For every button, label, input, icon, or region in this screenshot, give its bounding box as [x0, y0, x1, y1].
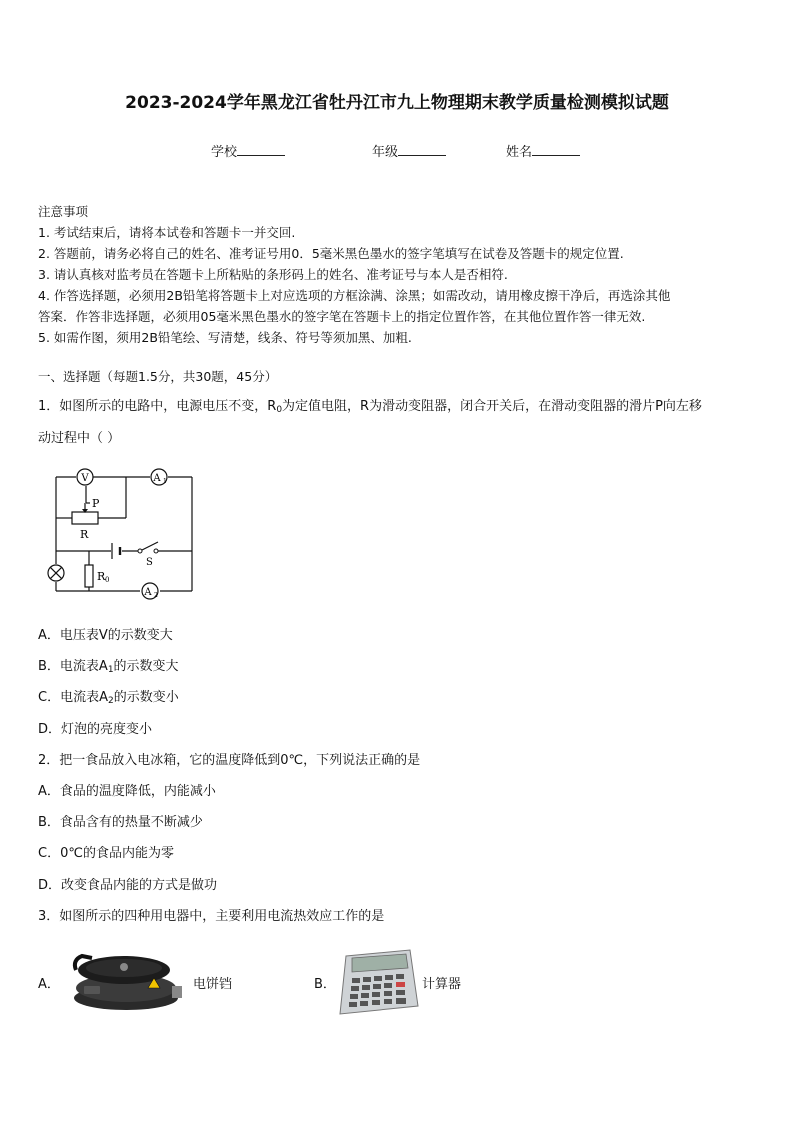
voltmeter-label: V: [81, 473, 89, 484]
school-field[interactable]: [211, 141, 285, 160]
ammeter-a2-label: A: [144, 587, 152, 598]
switch-label: S: [146, 557, 153, 568]
q1-option-b[interactable]: [38, 655, 179, 675]
page-title: 2023-2024学年黑龙江省牡丹江市九上物理期末教学质量检测模拟试题: [125, 93, 669, 113]
griddle-plug: [172, 986, 182, 998]
name-label: 姓名: [506, 145, 533, 160]
q1-option-c-text: C．电流表A: [38, 690, 108, 705]
resistor-label: R: [97, 570, 106, 583]
rheostat-label: R: [80, 528, 89, 541]
q3-option-a-letter[interactable]: A．: [38, 977, 60, 992]
resistor-r0-symbol: [85, 565, 93, 587]
q2-option-c[interactable]: C．0℃的食品内能为零: [38, 846, 174, 861]
q1-option-b-subscript: 1: [107, 665, 114, 675]
q2-option-b[interactable]: B．食品含有的热量不断减少: [38, 815, 203, 830]
ammeter-a1-label: A: [153, 473, 161, 484]
q1-option-c-text: 的示数变小: [113, 690, 179, 705]
resistor-subscript: 0: [105, 576, 110, 584]
notice-item: 2. 答题前，请务必将自己的姓名、准考证号用0．5毫米黑色墨水的签字笔填写在试卷及答题卡的规定位置.: [38, 246, 624, 261]
notice-item: 4. 作答选择题，必须用2B铅笔将答题卡上对应选项的方框涂满、涂黑；如需改动，请用橡皮擦干净后，再选涂其他: [38, 288, 671, 303]
slider-label: P: [92, 497, 100, 510]
school-blank[interactable]: [237, 143, 285, 156]
grade-label: 年级: [372, 145, 399, 160]
grade-blank[interactable]: [398, 143, 446, 156]
notice-heading: 注意事项: [38, 204, 89, 219]
q3-option-a-text: 电饼铛: [193, 977, 233, 992]
q1-stem-subscript: 0: [276, 405, 283, 415]
ammeter-a2-subscript: 2: [154, 592, 158, 599]
q1-option-c-subscript: 2: [107, 696, 114, 706]
q1-stem-line1: [38, 395, 702, 415]
q1-option-c[interactable]: [38, 686, 179, 706]
q1-option-b-text: 的示数变大: [113, 659, 179, 674]
grade-field[interactable]: [372, 141, 446, 160]
switch-contact: [138, 549, 142, 553]
q3-option-b-text: 计算器: [422, 977, 462, 992]
name-field[interactable]: [506, 141, 580, 160]
name-blank[interactable]: [532, 143, 580, 156]
q1-option-a[interactable]: A．电压表V的示数变大: [38, 628, 173, 643]
q1-stem-text: 1．如图所示的电路中，电源电压不变，R: [38, 399, 277, 414]
q2-option-d[interactable]: D．改变食品内能的方式是做功: [38, 878, 218, 893]
q1-circuit-diagram: [38, 458, 208, 604]
q1-stem-line2: 动过程中（ ）: [38, 431, 121, 446]
q2-stem: 2．把一食品放入电冰箱，它的温度降低到0℃，下列说法正确的是: [38, 753, 421, 768]
rheostat-symbol: [72, 512, 98, 524]
q1-option-d[interactable]: D．灯泡的亮度变小: [38, 722, 153, 737]
q3-stem: 3．如图所示的四种用电器中，主要利用电流热效应工作的是: [38, 909, 385, 924]
electric-griddle-image: [68, 948, 186, 1014]
notice-item: 答案．作答非选择题，必须用05毫米黑色墨水的签字笔在答题卡上的指定位置作答，在其他位置作答一律无效.: [38, 309, 646, 324]
notice-item: 1. 考试结束后，请将本试卷和答题卡一并交回.: [38, 225, 296, 240]
school-label: 学校: [211, 145, 238, 160]
notice-item: 3. 请认真核对监考员在答题卡上所粘贴的条形码上的姓名、准考证号与本人是否相符.: [38, 267, 508, 282]
switch-contact: [154, 549, 158, 553]
q1-stem-text: 为定值电阻，R为滑动变阻器，闭合开关后，在滑动变阻器的滑片P向左移: [282, 399, 702, 414]
section-heading: 一、选择题（每题1.5分，共30题，45分）: [38, 369, 278, 384]
ammeter-a1-subscript: 1: [163, 478, 167, 485]
notice-item: 5. 如需作图，须用2B铅笔绘、写清楚，线条、符号等须加黑、加粗.: [38, 330, 412, 345]
q1-option-b-text: B．电流表A: [38, 659, 108, 674]
calculator-image: [336, 948, 420, 1018]
q3-option-b-letter[interactable]: B．: [314, 977, 336, 992]
q2-option-a[interactable]: A．食品的温度降低，内能减小: [38, 784, 216, 799]
notice-block: [38, 201, 670, 348]
